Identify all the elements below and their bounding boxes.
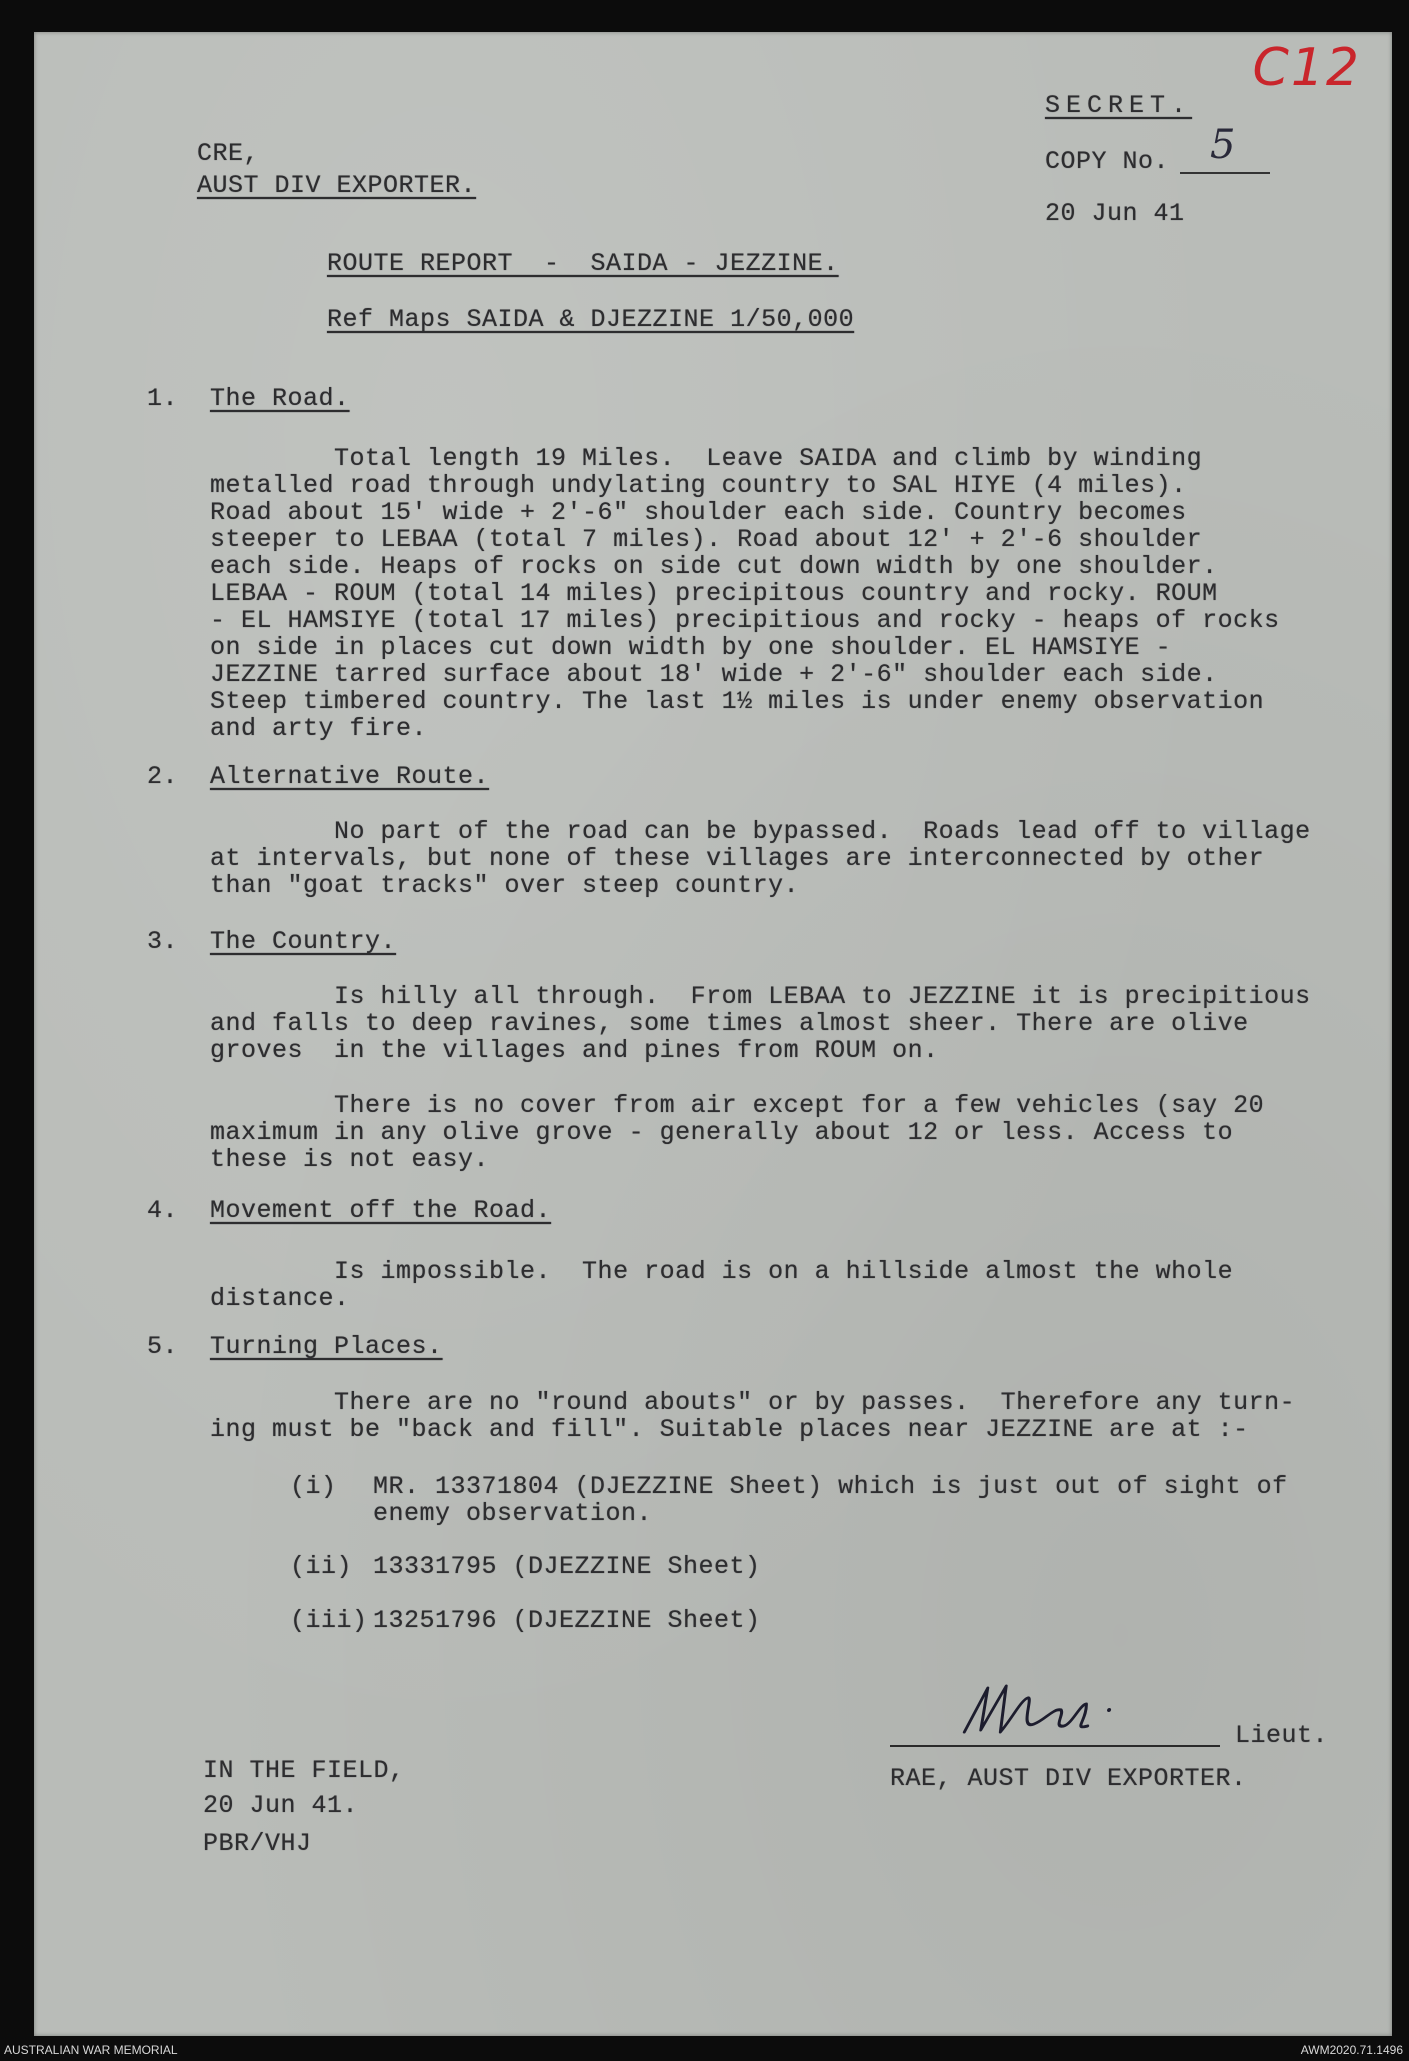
section-2-line: than "goat tracks" over steep country.	[210, 871, 800, 900]
section-4-line: Is impossible. The road is on a hillside almost the whole	[210, 1257, 1234, 1286]
section-2-line: at intervals, but none of these villages are interconnected by other	[210, 844, 1265, 873]
section-3-line: groves in the villages and pines from ROUM on.	[210, 1036, 939, 1065]
section-1-line: each side. Heaps of rocks on side cut down width by one shoulder.	[210, 552, 1218, 581]
footer-right: AWM2020.71.1496	[1300, 2043, 1403, 2057]
copy-number-line	[1180, 172, 1270, 174]
section-1-line: LEBAA - ROUM (total 14 miles) precipitous country and rocky. ROUM	[210, 579, 1218, 608]
section-1-line: Steep timbered country. The last 1½ miles is under enemy observation	[210, 687, 1265, 716]
section-2-body	[210, 818, 1311, 899]
section-4-line: distance.	[210, 1284, 350, 1313]
copy-label: COPY No.	[1045, 147, 1170, 176]
document-date: 20 Jun 41	[1045, 199, 1185, 228]
report-title: ROUTE REPORT - SAIDA - JEZZINE.	[327, 249, 839, 278]
signature-line	[890, 1745, 1220, 1747]
section-3-line: and falls to deep ravines, some times almost sheer. There are olive	[210, 1009, 1249, 1038]
reference-maps: Ref Maps SAIDA & DJEZZINE 1/50,000	[327, 305, 855, 334]
handwritten-signature	[953, 1680, 1138, 1750]
section-3-body	[210, 983, 1311, 1064]
section-3-line: maximum in any olive grove - generally about 12 or less. Access to	[210, 1118, 1234, 1147]
section-5-line: There are no "round abouts" or by passes. Therefore any turn-	[210, 1388, 1296, 1417]
section-4-body	[210, 1258, 1233, 1312]
place-date: 20 Jun 41.	[203, 1791, 359, 1820]
section-3-number: 3.	[147, 927, 179, 956]
footer-left: AUSTRALIAN WAR MEMORIAL	[4, 2043, 178, 2057]
classification-mark: SECRET.	[1045, 91, 1193, 120]
item-label: (iii)	[290, 1606, 368, 1635]
section-5-line: ing must be "back and fill". Suitable places near JEZZINE are at :-	[210, 1415, 1249, 1444]
section-3-body-2	[210, 1092, 1264, 1173]
section-1-number: 1.	[147, 384, 179, 413]
signature-scrawl	[953, 1680, 1138, 1750]
section-5-heading: Turning Places.	[210, 1332, 443, 1361]
turning-place-item: 13331795 (DJEZZINE Sheet)	[373, 1552, 761, 1581]
section-1-body	[210, 445, 1280, 742]
signatory-rank: Lieut.	[1235, 1721, 1329, 1750]
section-4-heading: Movement off the Road.	[210, 1196, 552, 1225]
item-label: (i)	[290, 1472, 337, 1501]
addressee-line-2: AUST DIV EXPORTER.	[197, 171, 477, 200]
item-line: MR. 13371804 (DJEZZINE Sheet) which is just out of sight of	[373, 1472, 1288, 1501]
section-2-number: 2.	[147, 762, 179, 791]
section-4-number: 4.	[147, 1196, 179, 1225]
archive-reference-mark: C12	[1252, 38, 1361, 98]
section-1-line: on side in places cut down width by one shoulder. EL HAMSIYE -	[210, 633, 1172, 662]
section-1-line: and arty fire.	[210, 714, 428, 743]
section-1-line: metalled road through undylating country to SAL HIYE (4 miles).	[210, 471, 1187, 500]
section-3-line: these is not easy.	[210, 1145, 490, 1174]
section-1-line: Road about 15' wide + 2'-6" shoulder each side. Country becomes	[210, 498, 1187, 527]
section-2-line: No part of the road can be bypassed. Roads lead off to village	[210, 817, 1311, 846]
section-1-line: steeper to LEBAA (total 7 miles). Road about 12' + 2'-6 shoulder	[210, 525, 1203, 554]
turning-place-item: 13251796 (DJEZZINE Sheet)	[373, 1606, 761, 1635]
item-line: enemy observation.	[373, 1499, 653, 1528]
section-1-line: - EL HAMSIYE (total 17 miles) precipitious and rocky - heaps of rocks	[210, 606, 1280, 635]
addressee-line-1: CRE,	[197, 139, 260, 168]
signatory-unit: RAE, AUST DIV EXPORTER.	[890, 1764, 1247, 1793]
reference-initials: PBR/VHJ	[203, 1829, 312, 1858]
section-3-line: Is hilly all through. From LEBAA to JEZZINE it is precipitious	[210, 982, 1311, 1011]
item-label: (ii)	[290, 1552, 353, 1581]
section-1-heading: The Road.	[210, 384, 350, 413]
section-3-line: There is no cover from air except for a few vehicles (say 20	[210, 1091, 1265, 1120]
section-1-line: Total length 19 Miles. Leave SAIDA and climb by winding	[210, 444, 1203, 473]
section-5-number: 5.	[147, 1332, 179, 1361]
turning-place-item	[373, 1473, 1288, 1527]
copy-number: 5	[1210, 122, 1236, 168]
place-line: IN THE FIELD,	[203, 1756, 405, 1785]
section-3-heading: The Country.	[210, 927, 397, 956]
section-1-line: JEZZINE tarred surface about 18' wide + 2'-6" shoulder each side.	[210, 660, 1218, 689]
section-2-heading: Alternative Route.	[210, 762, 490, 791]
section-5-body	[210, 1389, 1295, 1443]
